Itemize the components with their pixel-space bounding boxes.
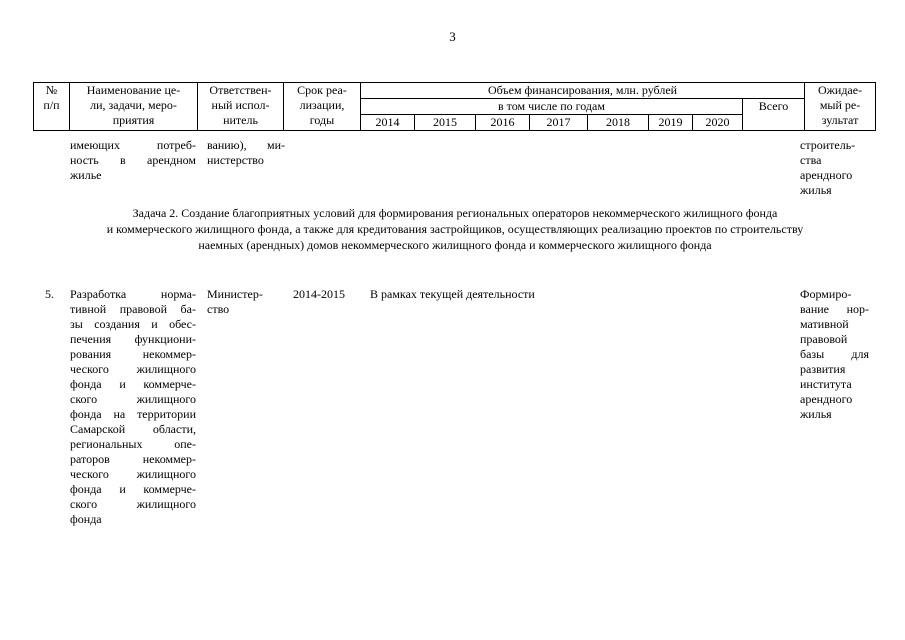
text-line: ческого жилищного (70, 467, 196, 481)
text-line: ванию), ми- (207, 138, 285, 152)
header-by-years: в том числе по годам (361, 99, 743, 115)
task-line: Задача 2. Создание благоприятных условий для формирования региональных операторов некоммерческого жилищного фонда (132, 206, 778, 220)
header-year: 2017 (530, 115, 588, 131)
text-line: имеющих потреб- (70, 138, 196, 152)
text-line: института (800, 377, 852, 391)
table-header (33, 82, 876, 131)
text-line: ского жилищного (70, 392, 196, 406)
text-line: арендного (800, 168, 853, 182)
continuation-responsible (207, 138, 285, 168)
text-line: жилья (800, 183, 832, 197)
text-line: фонда и коммерче- (70, 377, 196, 391)
text-line: жилья (800, 407, 832, 421)
text-line: тивной правовой ба- (70, 302, 196, 316)
text-line: арендного (800, 392, 853, 406)
header-year: 2018 (588, 115, 649, 131)
text-line: ческого жилищного (70, 362, 196, 376)
header-year: 2014 (361, 115, 415, 131)
text-line: правовой (800, 332, 848, 346)
header-total: Всего (743, 99, 805, 131)
text-line: вание нор- (800, 302, 869, 316)
header-year: 2015 (415, 115, 476, 131)
text-line: Разработка норма- (70, 287, 196, 301)
header-result: Ожидае- мый ре- зультат (805, 83, 876, 131)
text-line: строитель- (800, 138, 856, 152)
text-line: Самарской области, (70, 422, 196, 436)
text-line: развития (800, 362, 846, 376)
task-line: наемных (арендных) домов некоммерческого жилищного фонда и коммерческого жилищного фонда (198, 238, 712, 252)
text-line: ство (207, 302, 230, 316)
continuation-result (800, 138, 869, 198)
text-line: ства (800, 153, 822, 167)
row-number: 5. (45, 287, 54, 301)
row-result (800, 287, 869, 422)
row-responsible (207, 287, 285, 317)
text-line: печения функциони- (70, 332, 196, 346)
text-line: раторов некоммер- (70, 452, 196, 466)
text-line: Министер- (207, 287, 263, 301)
row-period: 2014-2015 (293, 287, 345, 301)
task-line: и коммерческого жилищного фонда, а также для кредитования застройщиков, осуществляющих реализацию проектов по строительству (106, 222, 804, 236)
header-period: Срок реа- лизации, годы (284, 83, 361, 131)
header-financing: Объем финансирования, млн. рублей (361, 83, 805, 99)
text-line: Формиро- (800, 287, 852, 301)
header-year: 2016 (476, 115, 530, 131)
text-line: ность в арендном (70, 153, 196, 167)
header-year: 2019 (649, 115, 693, 131)
text-line: базы для (800, 347, 869, 361)
continuation-name (70, 138, 196, 183)
text-line: зы создания и обес- (70, 317, 196, 331)
header-responsible: Ответствен- ный испол- нитель (198, 83, 284, 131)
text-line: ского жилищного (70, 497, 196, 511)
text-line: фонда и коммерче- (70, 482, 196, 496)
header-number: № п/п (34, 83, 70, 131)
text-line: региональных опе- (70, 437, 196, 451)
row-financing: В рамках текущей деятельности (370, 287, 535, 301)
row-name (70, 287, 196, 527)
text-line: фонда (70, 512, 102, 526)
text-line: рования некоммер- (70, 347, 196, 361)
text-line: мативной (800, 317, 849, 331)
page-number: 3 (449, 29, 456, 44)
header-name: Наименование це- ли, задачи, меро- приятия (70, 83, 198, 131)
text-line: фонда на территории (70, 407, 196, 421)
header-year: 2020 (693, 115, 743, 131)
task-heading (40, 205, 870, 253)
text-line: нистерство (207, 153, 264, 167)
text-line: жилье (70, 168, 102, 182)
